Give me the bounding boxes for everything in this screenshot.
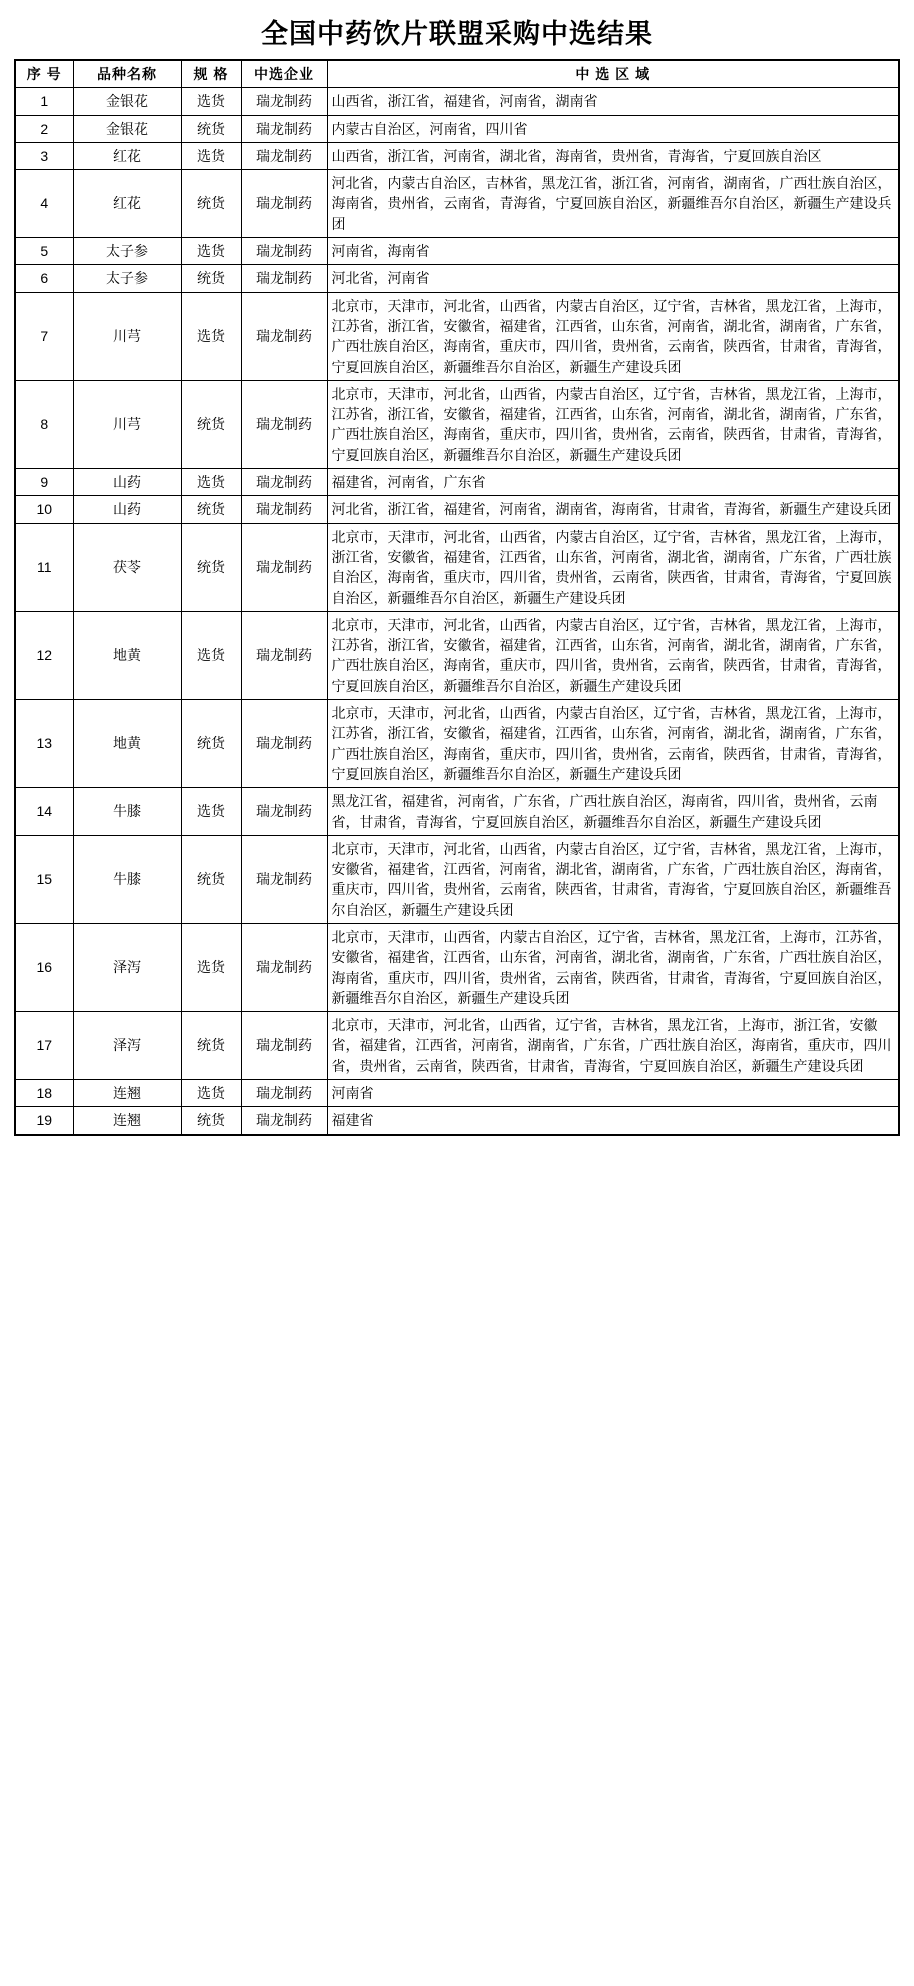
- cell-index: 6: [15, 265, 73, 292]
- cell-specification: 选货: [181, 238, 241, 265]
- cell-region: 北京市，天津市，河北省，山西省，辽宁省，吉林省，黑龙江省，上海市，浙江省，安徽省，福建省，江西省，河南省，湖南省，广东省，广西壮族自治区，海南省，重庆市，四川省，贵州省，云南省，陕西省，甘肃省，青海省，宁夏回族自治区，新疆生产建设兵团: [327, 1012, 899, 1080]
- cell-specification: 选货: [181, 88, 241, 115]
- table-header-row: [15, 60, 899, 88]
- cell-region: 北京市，天津市，河北省，山西省，内蒙古自治区，辽宁省，吉林省，黑龙江省，上海市，江苏省，浙江省，安徽省，福建省，江西省，山东省，河南省，湖北省，湖南省，广东省，广西壮族自治区，海南省，重庆市，四川省，贵州省，云南省，陕西省，甘肃省，青海省，宁夏回族自治区，新疆维吾尔自治区，新疆生产建设兵团: [327, 380, 899, 468]
- cell-index: 7: [15, 292, 73, 380]
- cell-product-name: 地黄: [73, 700, 181, 788]
- cell-specification: 选货: [181, 292, 241, 380]
- cell-index: 16: [15, 923, 73, 1011]
- table-row: [15, 469, 899, 496]
- cell-region: 河北省，浙江省，福建省，河南省，湖南省，海南省，甘肃省，青海省，新疆生产建设兵团: [327, 496, 899, 523]
- cell-index: 18: [15, 1080, 73, 1107]
- table-row: [15, 238, 899, 265]
- cell-index: 12: [15, 611, 73, 699]
- cell-specification: 选货: [181, 1080, 241, 1107]
- cell-enterprise: 瑞龙制药: [241, 1107, 327, 1135]
- cell-region: 河南省，海南省: [327, 238, 899, 265]
- cell-specification: 统货: [181, 835, 241, 923]
- cell-product-name: 牛膝: [73, 788, 181, 836]
- table-row: [15, 523, 899, 611]
- cell-product-name: 山药: [73, 496, 181, 523]
- cell-region: 山西省，浙江省，福建省，河南省，湖南省: [327, 88, 899, 115]
- cell-product-name: 太子参: [73, 238, 181, 265]
- table-row: [15, 923, 899, 1011]
- cell-product-name: 川芎: [73, 292, 181, 380]
- cell-index: 11: [15, 523, 73, 611]
- cell-enterprise: 瑞龙制药: [241, 788, 327, 836]
- table-row: [15, 380, 899, 468]
- cell-specification: 统货: [181, 115, 241, 142]
- table-row: [15, 700, 899, 788]
- cell-specification: 统货: [181, 265, 241, 292]
- column-header-enterprise: 中选企业: [241, 60, 327, 88]
- cell-enterprise: 瑞龙制药: [241, 1012, 327, 1080]
- cell-product-name: 地黄: [73, 611, 181, 699]
- column-header-region: 中 选 区 域: [327, 60, 899, 88]
- cell-product-name: 泽泻: [73, 1012, 181, 1080]
- cell-specification: 统货: [181, 700, 241, 788]
- table-row: [15, 1107, 899, 1135]
- cell-product-name: 金银花: [73, 115, 181, 142]
- table-row: [15, 835, 899, 923]
- cell-specification: 选货: [181, 142, 241, 169]
- table-header: [15, 60, 899, 88]
- cell-enterprise: 瑞龙制药: [241, 142, 327, 169]
- cell-enterprise: 瑞龙制药: [241, 265, 327, 292]
- table-row: [15, 88, 899, 115]
- cell-enterprise: 瑞龙制药: [241, 523, 327, 611]
- cell-specification: 统货: [181, 1012, 241, 1080]
- cell-product-name: 连翘: [73, 1107, 181, 1135]
- cell-specification: 统货: [181, 1107, 241, 1135]
- cell-region: 河北省，河南省: [327, 265, 899, 292]
- table-row: [15, 265, 899, 292]
- cell-enterprise: 瑞龙制药: [241, 115, 327, 142]
- cell-region: 山西省，浙江省，河南省，湖北省，海南省，贵州省，青海省，宁夏回族自治区: [327, 142, 899, 169]
- cell-region: 河南省: [327, 1080, 899, 1107]
- cell-specification: 统货: [181, 170, 241, 238]
- cell-index: 3: [15, 142, 73, 169]
- cell-enterprise: 瑞龙制药: [241, 88, 327, 115]
- cell-region: 北京市，天津市，河北省，山西省，内蒙古自治区，辽宁省，吉林省，黑龙江省，上海市，安徽省，福建省，江西省，河南省，湖北省，湖南省，广东省，广西壮族自治区，海南省，重庆市，四川省，贵州省，云南省，陕西省，甘肃省，青海省，宁夏回族自治区，新疆维吾尔自治区，新疆生产建设兵团: [327, 835, 899, 923]
- cell-enterprise: 瑞龙制药: [241, 923, 327, 1011]
- cell-region: 黑龙江省，福建省，河南省，广东省，广西壮族自治区，海南省，四川省，贵州省，云南省，甘肃省，青海省，宁夏回族自治区，新疆维吾尔自治区，新疆生产建设兵团: [327, 788, 899, 836]
- cell-enterprise: 瑞龙制药: [241, 380, 327, 468]
- cell-enterprise: 瑞龙制药: [241, 170, 327, 238]
- table-row: [15, 115, 899, 142]
- table-body: [15, 88, 899, 1135]
- cell-index: 8: [15, 380, 73, 468]
- column-header-spec: 规 格: [181, 60, 241, 88]
- cell-index: 1: [15, 88, 73, 115]
- table-row: [15, 170, 899, 238]
- cell-product-name: 太子参: [73, 265, 181, 292]
- cell-product-name: 红花: [73, 170, 181, 238]
- cell-product-name: 连翘: [73, 1080, 181, 1107]
- cell-region: 北京市，天津市，河北省，山西省，内蒙古自治区，辽宁省，吉林省，黑龙江省，上海市，江苏省，浙江省，安徽省，福建省，江西省，山东省，河南省，湖北省，湖南省，广东省，广西壮族自治区，海南省，重庆市，四川省，贵州省，云南省，陕西省，甘肃省，青海省，宁夏回族自治区，新疆维吾尔自治区，新疆生产建设兵团: [327, 700, 899, 788]
- column-header-index: 序 号: [15, 60, 73, 88]
- cell-specification: 统货: [181, 496, 241, 523]
- cell-specification: 选货: [181, 469, 241, 496]
- cell-specification: 选货: [181, 611, 241, 699]
- cell-enterprise: 瑞龙制药: [241, 835, 327, 923]
- cell-enterprise: 瑞龙制药: [241, 292, 327, 380]
- title-wrap: [14, 12, 900, 51]
- cell-index: 9: [15, 469, 73, 496]
- table-row: [15, 496, 899, 523]
- cell-specification: 选货: [181, 923, 241, 1011]
- cell-region: 内蒙古自治区，河南省，四川省: [327, 115, 899, 142]
- cell-index: 19: [15, 1107, 73, 1135]
- cell-product-name: 金银花: [73, 88, 181, 115]
- cell-enterprise: 瑞龙制药: [241, 469, 327, 496]
- cell-product-name: 川芎: [73, 380, 181, 468]
- cell-index: 13: [15, 700, 73, 788]
- cell-index: 4: [15, 170, 73, 238]
- cell-product-name: 红花: [73, 142, 181, 169]
- table-row: [15, 1012, 899, 1080]
- table-row: [15, 1080, 899, 1107]
- cell-product-name: 茯苓: [73, 523, 181, 611]
- table-row: [15, 788, 899, 836]
- cell-index: 14: [15, 788, 73, 836]
- cell-region: 北京市，天津市，河北省，山西省，内蒙古自治区，辽宁省，吉林省，黑龙江省，上海市，浙江省，安徽省，福建省，江西省，山东省，河南省，湖北省，湖南省，广东省，广西壮族自治区，海南省，重庆市，四川省，贵州省，云南省，陕西省，甘肃省，青海省，宁夏回族自治区，新疆维吾尔自治区，新疆生产建设兵团: [327, 523, 899, 611]
- cell-region: 福建省，河南省，广东省: [327, 469, 899, 496]
- cell-region: 北京市，天津市，河北省，山西省，内蒙古自治区，辽宁省，吉林省，黑龙江省，上海市，江苏省，浙江省，安徽省，福建省，江西省，山东省，河南省，湖北省，湖南省，广东省，广西壮族自治区，海南省，重庆市，四川省，贵州省，云南省，陕西省，甘肃省，青海省，宁夏回族自治区，新疆维吾尔自治区，新疆生产建设兵团: [327, 611, 899, 699]
- cell-specification: 统货: [181, 380, 241, 468]
- cell-index: 2: [15, 115, 73, 142]
- cell-index: 10: [15, 496, 73, 523]
- cell-enterprise: 瑞龙制药: [241, 700, 327, 788]
- cell-enterprise: 瑞龙制药: [241, 1080, 327, 1107]
- cell-product-name: 山药: [73, 469, 181, 496]
- cell-product-name: 泽泻: [73, 923, 181, 1011]
- cell-index: 15: [15, 835, 73, 923]
- cell-region: 北京市，天津市，山西省，内蒙古自治区，辽宁省，吉林省，黑龙江省，上海市，江苏省，安徽省，福建省，江西省，山东省，河南省，湖北省，湖南省，广东省，广西壮族自治区，海南省，重庆市，四川省，贵州省，云南省，陕西省，甘肃省，青海省，宁夏回族自治区，新疆维吾尔自治区，新疆生产建设兵团: [327, 923, 899, 1011]
- cell-enterprise: 瑞龙制药: [241, 496, 327, 523]
- table-row: [15, 142, 899, 169]
- page-title: 全国中药饮片联盟采购中选结果: [261, 19, 653, 50]
- cell-index: 17: [15, 1012, 73, 1080]
- cell-specification: 统货: [181, 523, 241, 611]
- cell-index: 5: [15, 238, 73, 265]
- cell-specification: 选货: [181, 788, 241, 836]
- column-header-name: 品种名称: [73, 60, 181, 88]
- procurement-result-table: [14, 59, 900, 1136]
- cell-enterprise: 瑞龙制药: [241, 611, 327, 699]
- cell-product-name: 牛膝: [73, 835, 181, 923]
- cell-region: 北京市，天津市，河北省，山西省，内蒙古自治区，辽宁省，吉林省，黑龙江省，上海市，江苏省，浙江省，安徽省，福建省，江西省，山东省，河南省，湖北省，湖南省，广东省，广西壮族自治区，海南省，重庆市，四川省，贵州省，云南省，陕西省，甘肃省，青海省，宁夏回族自治区，新疆维吾尔自治区，新疆生产建设兵团: [327, 292, 899, 380]
- cell-region: 福建省: [327, 1107, 899, 1135]
- table-row: [15, 611, 899, 699]
- table-row: [15, 292, 899, 380]
- cell-region: 河北省，内蒙古自治区，吉林省，黑龙江省，浙江省，河南省，湖南省，广西壮族自治区，海南省，贵州省，云南省，青海省，宁夏回族自治区，新疆维吾尔自治区，新疆生产建设兵团: [327, 170, 899, 238]
- cell-enterprise: 瑞龙制药: [241, 238, 327, 265]
